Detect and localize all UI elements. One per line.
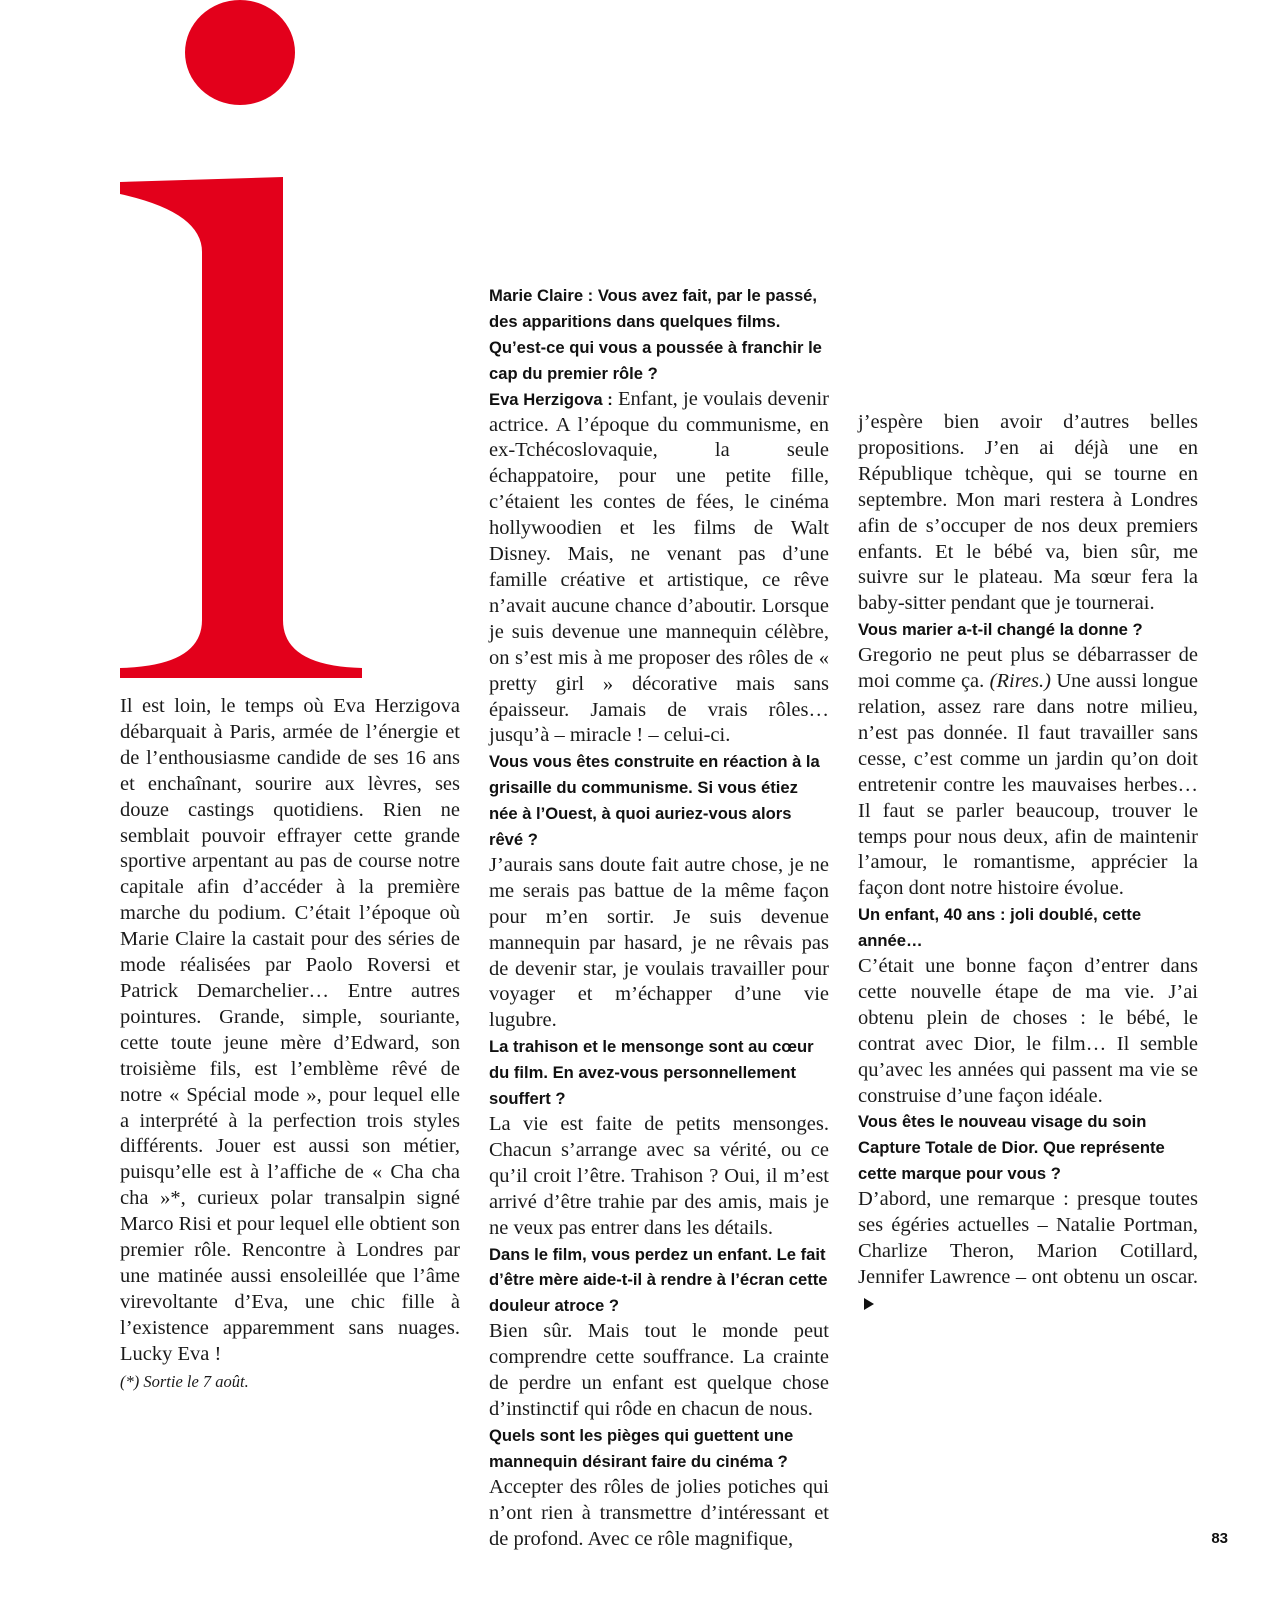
answer-6-post: Une aussi longue relation, assez rare dans notre milieu, n’est pas donnée. Il faut travailler sans cesse, c’est comme un jardin qu’on doit entretenir contre les mauvaises herbes… Il faut se parler beaucoup, trouver le temps pour nous deux, afin de maintenir l’amour, le romantisme, apprécier la façon dont notre histoire évolue. <box>858 670 1198 900</box>
question-2: Vous vous êtes construite en réaction à la grisaille du communisme. Si vous étiez née à l’Ouest, à quoi auriez-vous alors rêvé ? <box>489 752 820 850</box>
answer-5-end: j’espère bien avoir d’autres belles propositions. J’en ai déjà une en République tchèque, qui se tourne en septembre. Mon mari restera à Londres afin de s’occuper de nos deux premiers enfants. Et le bébé va, bien sûr, me suivre sur le plateau. Ma sœur fera la baby-sitter pendant que je tournerai. <box>858 411 1198 615</box>
answer-1-text: Enfant, je voulais devenir actrice. A l’époque du communisme, en ex-Tchécoslovaquie, la seule échappatoire, pour une petite fille, c’étaient les contes de fées, le cinéma hollywoodien et les films de Walt Disney. Mais, ne venant pas d’une famille créative et artistique, ce rêve n’avait aucune chance d’aboutir. Lorsque je suis devenue une mannequin célèbre, on s’est mis à me proposer des rôles de « pretty girl » décorative mais sans épaisseur. Jamais de vrais rôles… jusqu’à – miracle ! – celui-ci. <box>489 387 829 747</box>
intro-column <box>120 694 460 1394</box>
answer-8 <box>858 1187 1198 1317</box>
question-7: Un enfant, 40 ans : joli doublé, cette année… <box>858 905 1142 951</box>
answer-5-start: Accepter des rôles de jolies potiches qui n’ont rien à transmettre d’intéressant et de profond. Avec ce rôle magnifique, <box>489 1475 829 1550</box>
question-8: Vous êtes le nouveau visage du soin Capture Totale de Dior. Que représente cette marque pour vous ? <box>858 1112 1165 1184</box>
question-3: La trahison et le mensonge sont au cœur du film. En avez-vous personnellement souffert ? <box>489 1037 814 1109</box>
intro-paragraph: Il est loin, le temps où Eva Herzigova débarquait à Paris, armée de l’énergie et de l’enthousiasme candide de ses 16 ans et enchaînant, sourire aux lèvres, ses douze castings quotidiens. Rien ne semblait pouvoir effrayer cette grande sportive arpentant au pas de course notre capitale afin d’accéder à la première marche du podium. C’était l’époque où Marie Claire la castait pour des séries de mode réalisées par Paolo Roversi et Patrick Demarchelier… Entre autres pointures. Grande, simple, souriante, cette toute jeune mère d’Edward, son troisième fils, est l’emblème rêvé de notre « Spécial mode », pour lequel elle a interprété à la perfection trois styles différents. Jouer est aussi son métier, puisqu’elle est à l’affiche de « Cha cha cha »*, curieux polar transalpin signé Marco Risi et pour lequel elle obtient son premier rôle. Rencontre à Londres par une matinée aussi ensoleillée que l’âme virevoltante d’Eva, une chic fille à l’existence apparemment sans nuages. Lucky Eva ! <box>120 695 460 1365</box>
intro-footnote: (*) Sortie le 7 août. <box>120 1371 249 1391</box>
answer-4: Bien sûr. Mais tout le monde peut comprendre cette souffrance. La crainte de perdre un enfant est quelque chose d’instinctif qui rôde en chacun de nous. <box>489 1320 829 1420</box>
answer-8-text: D’abord, une remarque : presque toutes ses égéries actuelles – Natalie Portman, Charlize Theron, Marion Cotillard, Jennifer Lawrence – ont obtenu un oscar. <box>858 1188 1198 1288</box>
question-5: Quels sont les pièges qui guettent une mannequin désirant faire du cinéma ? <box>489 1425 794 1471</box>
triangle-right-icon <box>864 1298 874 1310</box>
question-6: Vous marier a-t-il changé la donne ? <box>858 620 1143 640</box>
question-1: Marie Claire : Vous avez fait, par le passé, des apparitions dans quelques films. Qu’est-ce qui vous a poussée à franchir le cap du premier rôle ? <box>489 286 822 383</box>
question-4: Dans le film, vous perdez un enfant. Le fait d’être mère aide-t-il à rendre à l’écran cette douleur atroce ? <box>489 1244 828 1316</box>
answer-1 <box>489 387 829 750</box>
interview-column-right <box>858 410 1198 1317</box>
answer-2: J’aurais sans doute fait autre chose, je ne me serais pas battue de la même façon pour m’en sortir. Je suis devenue mannequin par hasard, je ne rêvais pas de devenir star, je voulais travailler pour voyager et m’échapper d’une vie lugubre. <box>489 853 829 1032</box>
answer-3: La vie est faite de petits mensonges. Chacun s’arrange avec sa vérité, ou ce qu’il croit l’être. Trahison ? Oui, il m’est arrivé d’être trahie par des amis, mais je ne veux pas entrer dans les détails. <box>489 1113 829 1239</box>
dropcap-stem-icon <box>0 0 420 690</box>
answer-1-speaker: Eva Herzigova : <box>489 389 613 409</box>
page-number: 83 <box>1211 1530 1228 1547</box>
answer-7: C’était une bonne façon d’entrer dans cette nouvelle étape de ma vie. J’ai obtenu plein de choses : le bébé, le contrat avec Dior, le film… Il semble qu’avec les années qui passent ma vie se construise d’une façon idéale. <box>858 955 1198 1107</box>
answer-6-aside: (Rires.) <box>989 670 1051 693</box>
answer-6 <box>858 643 1198 902</box>
interview-column-middle <box>489 283 829 1552</box>
answer-6-pre: Gregorio ne peut plus se débarrasser de moi comme ça. <box>858 644 1198 693</box>
